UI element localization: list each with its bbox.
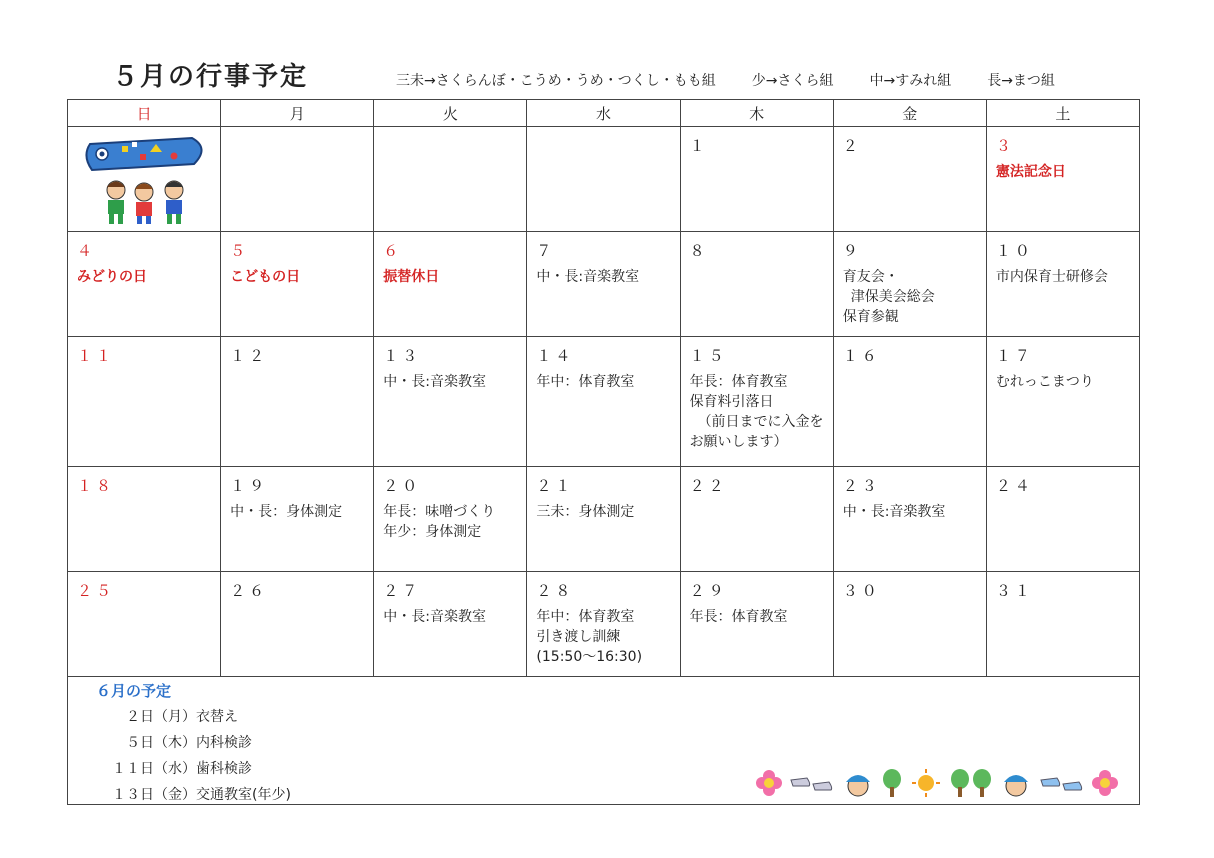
calendar-day-cell	[680, 572, 833, 677]
june-schedule-item: ５日（木）内科検診	[112, 735, 252, 751]
calendar-day-cell	[986, 232, 1139, 337]
calendar-day-cell	[527, 337, 680, 467]
event-text: （前日までに入金を	[697, 414, 824, 430]
day-number: １９	[230, 477, 269, 495]
day-number: １５	[689, 347, 728, 365]
day-events	[221, 261, 373, 287]
tree-icon	[881, 769, 903, 797]
calendar-week-row	[68, 572, 1140, 677]
day-number	[374, 127, 526, 135]
day-number: １８	[77, 477, 116, 495]
day-number: １７	[995, 347, 1034, 365]
day-number: １４	[536, 347, 575, 365]
june-schedule-item: １１日（水）歯科検診	[112, 761, 252, 777]
weekday-header: 土	[986, 100, 1139, 127]
child-cap-icon	[841, 768, 875, 798]
event-text: 三未：身体測定	[536, 504, 635, 520]
day-number: ３１	[995, 582, 1034, 600]
calendar-day-cell	[68, 337, 221, 467]
day-events	[221, 496, 373, 522]
page-title: ５月の行事予定	[112, 62, 309, 92]
day-number: ２０	[383, 477, 422, 495]
day-events	[987, 261, 1139, 287]
day-number: １６	[842, 347, 881, 365]
calendar-day-cell	[833, 337, 986, 467]
event-text: 育友会・	[842, 269, 899, 285]
event-text: お願いします）	[689, 434, 788, 450]
day-events	[374, 261, 526, 287]
day-number: １０	[995, 242, 1034, 260]
calendar-day-cell	[527, 232, 680, 337]
june-schedule-item: １３日（金）交通教室(年少)	[112, 787, 291, 803]
group-legend-item: 少→さくら組	[751, 73, 834, 89]
event-text: 中・長:音楽教室	[383, 609, 486, 625]
class-group-legend	[396, 70, 1096, 90]
calendar-week-row	[68, 337, 1140, 467]
day-number: ３	[995, 137, 1015, 155]
day-number: １１	[77, 347, 116, 365]
day-events	[527, 261, 679, 287]
calendar-day-cell	[680, 127, 833, 232]
day-events	[987, 366, 1139, 392]
calendar-day-cell	[527, 127, 680, 232]
flower-icon	[1091, 769, 1119, 797]
event-text: 憲法記念日	[995, 164, 1066, 180]
calendar-day-cell	[527, 572, 680, 677]
calendar-day-cell	[374, 232, 527, 337]
day-number: ２１	[536, 477, 575, 495]
calendar-day-cell	[680, 232, 833, 337]
flower-icon	[755, 769, 783, 797]
event-text: こどもの日	[230, 269, 301, 285]
day-events	[834, 496, 986, 522]
event-text: 津保美会総会	[850, 289, 935, 305]
day-number: ２８	[536, 582, 575, 600]
weekday-header: 月	[221, 100, 374, 127]
calendar-day-cell	[221, 572, 374, 677]
sun-icon	[909, 768, 943, 798]
carp-streamer-kids-illustration	[82, 134, 212, 226]
day-number: ３０	[842, 582, 881, 600]
decoration-strip	[755, 768, 1119, 798]
day-events	[987, 156, 1139, 182]
calendar-day-cell	[221, 467, 374, 572]
day-events	[527, 366, 679, 392]
event-text: 保育参観	[842, 309, 899, 325]
event-text: 中・長:音楽教室	[842, 504, 946, 520]
day-number: ５	[230, 242, 250, 260]
calendar-day-cell	[68, 572, 221, 677]
day-number: ２６	[230, 582, 269, 600]
day-number	[527, 127, 679, 135]
day-number: ６	[383, 242, 403, 260]
event-text: 年中：体育教室	[536, 374, 635, 390]
calendar-day-cell	[221, 127, 374, 232]
day-number: ２	[842, 137, 862, 155]
calendar-day-cell	[986, 572, 1139, 677]
day-events	[681, 601, 833, 627]
weekday-header: 水	[527, 100, 680, 127]
calendar-day-cell	[680, 337, 833, 467]
day-number: ２４	[995, 477, 1034, 495]
day-number: １３	[383, 347, 422, 365]
calendar-table	[67, 99, 1140, 677]
day-number: ７	[536, 242, 556, 260]
day-events	[374, 601, 526, 627]
calendar-day-cell	[680, 467, 833, 572]
day-events	[527, 496, 679, 522]
day-number: ２７	[383, 582, 422, 600]
day-number: ２３	[842, 477, 881, 495]
calendar-day-cell	[527, 467, 680, 572]
day-number	[221, 127, 373, 135]
calendar-week-row	[68, 127, 1140, 232]
event-text: 年少：身体測定	[383, 524, 482, 540]
calendar-day-cell	[986, 337, 1139, 467]
day-number: １	[689, 137, 709, 155]
event-text: 年長：味噌づくり	[383, 504, 496, 520]
event-text: (15:50～16:30)	[536, 649, 643, 665]
weekday-header: 金	[833, 100, 986, 127]
calendar-week-row	[68, 467, 1140, 572]
group-legend-item: 長→まつ組	[987, 73, 1055, 89]
trees-icon	[949, 769, 993, 797]
calendar-day-cell	[986, 467, 1139, 572]
calendar-day-cell	[833, 127, 986, 232]
calendar-day-cell	[833, 232, 986, 337]
june-schedule-title: ６月の予定	[96, 682, 172, 700]
event-text: 中・長:音楽教室	[383, 374, 486, 390]
calendar-day-cell	[374, 337, 527, 467]
event-text: 中・長：身体測定	[230, 504, 343, 520]
calendar-day-cell	[833, 467, 986, 572]
event-text: 中・長:音楽教室	[536, 269, 640, 285]
shoes-icon	[1039, 772, 1085, 794]
weekday-header: 火	[374, 100, 527, 127]
day-number: １２	[230, 347, 269, 365]
day-number: ９	[842, 242, 862, 260]
calendar-day-cell	[374, 127, 527, 232]
calendar-day-cell	[221, 337, 374, 467]
day-events	[374, 366, 526, 392]
event-text: 保育料引落日	[689, 394, 774, 410]
event-text: 引き渡し訓練	[536, 629, 621, 645]
event-text: 年長：体育教室	[689, 374, 788, 390]
day-number: ２２	[689, 477, 728, 495]
day-events	[681, 366, 833, 452]
day-number: ４	[77, 242, 97, 260]
event-text: 年長：体育教室	[689, 609, 788, 625]
event-text: 振替休日	[383, 269, 440, 285]
event-text: むれっこまつり	[995, 374, 1094, 390]
calendar-day-cell	[68, 467, 221, 572]
weekday-header: 日	[68, 100, 221, 127]
june-schedule-item: ２日（月）衣替え	[112, 709, 238, 725]
shoes-icon	[789, 772, 835, 794]
child-cap-icon	[999, 768, 1033, 798]
day-events	[527, 601, 679, 667]
day-events	[374, 496, 526, 542]
calendar-day-cell	[374, 467, 527, 572]
day-events	[68, 261, 220, 287]
day-number: ８	[689, 242, 709, 260]
event-text: みどりの日	[77, 269, 147, 285]
calendar-day-cell	[68, 232, 221, 337]
calendar-day-cell	[986, 127, 1139, 232]
june-schedule-list	[112, 704, 291, 808]
calendar-day-cell	[374, 572, 527, 677]
calendar-day-cell	[221, 232, 374, 337]
day-number: ２９	[689, 582, 728, 600]
calendar-day-cell	[833, 572, 986, 677]
group-legend-item: 中→すみれ組	[869, 73, 952, 89]
event-text: 市内保育士研修会	[995, 269, 1108, 285]
group-legend-item: 三未→さくらんぼ・こうめ・うめ・つくし・もも組	[396, 73, 716, 89]
day-events	[834, 261, 986, 327]
day-number: ２５	[77, 582, 116, 600]
calendar-week-row	[68, 232, 1140, 337]
june-schedule-panel	[67, 676, 1140, 805]
weekday-header-row	[68, 100, 1140, 127]
event-text: 年中：体育教室	[536, 609, 635, 625]
weekday-header: 木	[680, 100, 833, 127]
